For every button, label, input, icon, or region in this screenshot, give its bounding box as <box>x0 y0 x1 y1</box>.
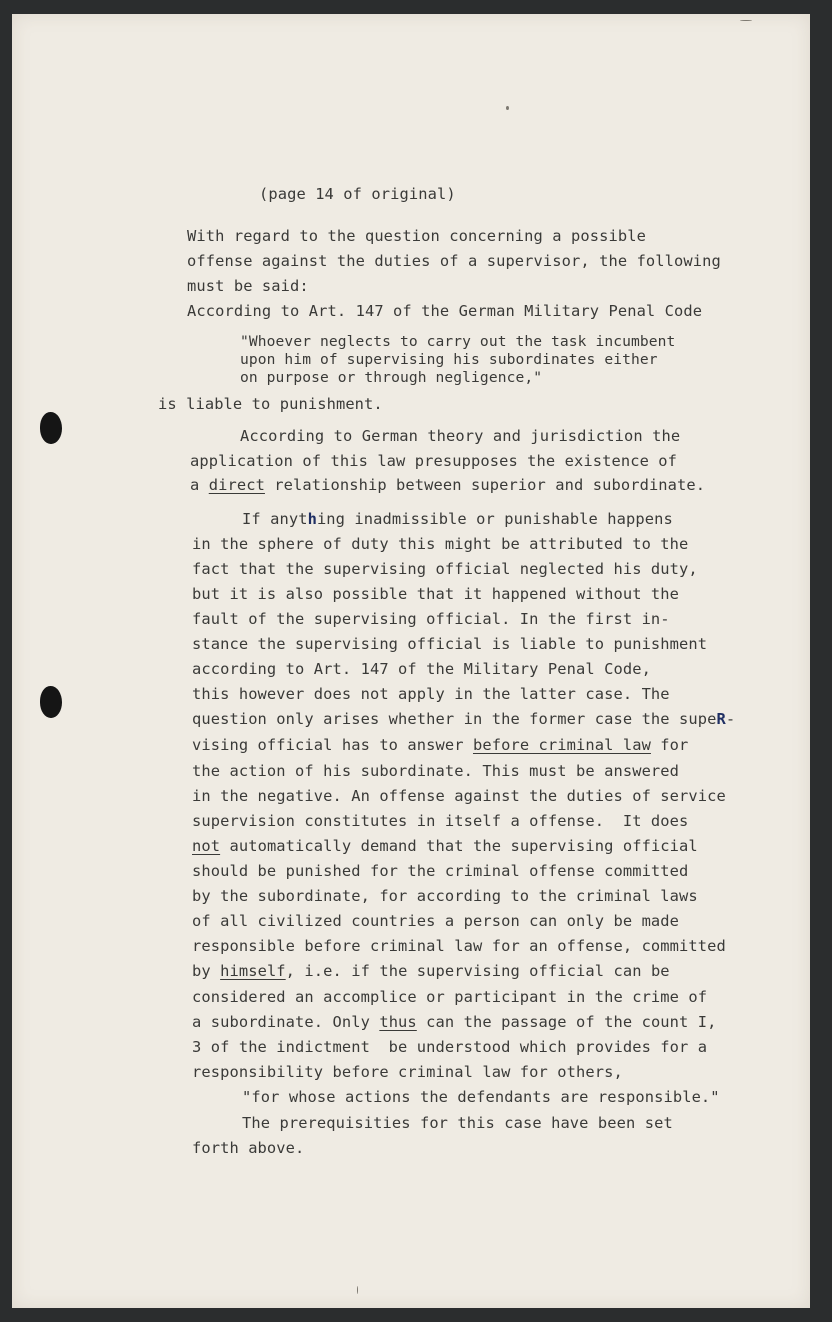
text-line: fact that the supervising official neglected his duty, <box>192 560 698 578</box>
text-line: vising official has to answer before criminal law for <box>192 736 689 754</box>
text-line: fault of the supervising official. In the first in- <box>192 610 670 628</box>
text-line: With regard to the question concerning a possible <box>187 227 646 245</box>
underlined-word: direct <box>208 476 265 494</box>
ink-correction: R <box>716 710 726 728</box>
underlined-word: not <box>192 837 221 855</box>
text-line: according to Art. 147 of the Military Penal Code, <box>192 660 651 678</box>
document-page <box>12 14 810 1308</box>
paper-speck <box>357 1286 358 1294</box>
paper-speck <box>506 106 509 110</box>
text-line: in the sphere of duty this might be attributed to the <box>192 535 689 553</box>
text-line: but it is also possible that it happened without the <box>192 585 680 603</box>
text-line: by the subordinate, for according to the criminal laws <box>192 887 698 905</box>
text-line: The prerequisities for this case have been set <box>242 1114 673 1132</box>
text-line: must be said: <box>187 277 309 295</box>
quote-line: "Whoever neglects to carry out the task incumbent <box>240 333 676 350</box>
text-line: of all civilized countries a person can only be made <box>192 912 680 930</box>
text-line: the action of his subordinate. This must be answered <box>192 762 680 780</box>
text-line: question only arises whether in the former case the supeR- <box>192 710 736 728</box>
text-line: is liable to punishment. <box>158 395 383 413</box>
text-line: in the negative. An offense against the duties of service <box>192 787 726 805</box>
text-line: responsibility before criminal law for others, <box>192 1063 623 1081</box>
text-line: If anything inadmissible or punishable happens <box>242 510 673 528</box>
text-line: offense against the duties of a supervisor, the following <box>187 252 721 270</box>
ink-correction: h <box>307 510 317 528</box>
text-line: 3 of the indictment be understood which provides for a <box>192 1038 708 1056</box>
text-line: a subordinate. Only thus can the passage of the count I, <box>192 1013 717 1031</box>
text-line: According to German theory and jurisdiction the <box>240 427 681 445</box>
text-line: supervision constitutes in itself a offense. It does <box>192 812 689 830</box>
text-line: not automatically demand that the supervising official <box>192 837 698 855</box>
quote-line: on purpose or through negligence," <box>240 369 543 386</box>
punch-hole <box>40 686 62 718</box>
quote-line: upon him of supervising his subordinates either <box>240 351 658 368</box>
text-line: application of this law presupposes the existence of <box>190 452 678 470</box>
underlined-word: himself <box>220 962 286 980</box>
text-line: "for whose actions the defendants are responsible." <box>242 1088 720 1106</box>
text-line: should be punished for the criminal offense committed <box>192 862 689 880</box>
text-line: by himself, i.e. if the supervising official can be <box>192 962 670 980</box>
text-line: a direct relationship between superior and subordinate. <box>190 476 706 494</box>
underlined-word: thus <box>379 1013 417 1031</box>
text-line: forth above. <box>192 1139 305 1157</box>
punch-hole <box>40 412 62 444</box>
text-line: According to Art. 147 of the German Military Penal Code <box>187 302 703 320</box>
underlined-phrase: before criminal law <box>472 736 651 754</box>
text-line: this however does not apply in the latter case. The <box>192 685 670 703</box>
paper-speck <box>740 20 752 21</box>
text-line: responsible before criminal law for an offense, committed <box>192 937 726 955</box>
text-line: considered an accomplice or participant in the crime of <box>192 988 708 1006</box>
page-heading: (page 14 of original) <box>259 185 456 203</box>
text-line: stance the supervising official is liable to punishment <box>192 635 708 653</box>
